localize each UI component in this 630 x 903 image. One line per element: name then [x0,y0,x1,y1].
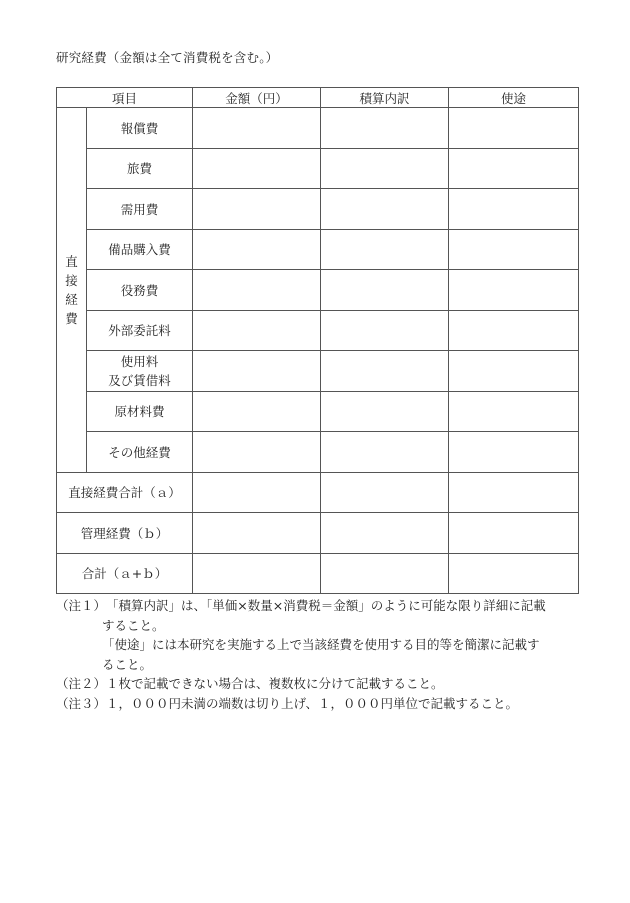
item-label: 旅費 [87,148,193,189]
header-amount: 金額（円） [193,88,321,108]
purpose-cell[interactable] [449,148,579,189]
notes-section [56,596,586,713]
group-char: 接 [65,272,78,288]
total-label: 合計（ａ+ｂ） [57,553,193,594]
item-label-line1: 使用料 [120,353,159,369]
purpose-cell[interactable] [449,310,579,351]
table-row [57,351,579,392]
note-1-cont: すること。 [102,617,165,633]
item-label: 報償費 [87,108,193,149]
purpose-cell[interactable] [449,553,579,594]
item-label: 役務費 [87,270,193,311]
note-2 [56,674,586,694]
budget-table [56,87,579,594]
item-label: 原材料費 [87,391,193,432]
total-row-direct [57,472,579,513]
note-text: 「積算内訳」は、「単価×数量×消費税＝金額」のように可能な限り詳細に記載 [106,598,546,613]
purpose-cell[interactable] [449,108,579,149]
amount-cell[interactable] [193,432,321,473]
total-label: 直接経費合計（ａ） [57,472,193,513]
note-text: １枚で記載できない場合は、複数枚に分けて記載すること。 [106,676,444,691]
note-1 [56,596,586,616]
amount-cell[interactable] [193,351,321,392]
purpose-cell[interactable] [449,472,579,513]
breakdown-cell[interactable] [321,148,449,189]
purpose-cell[interactable] [449,351,579,392]
breakdown-cell[interactable] [321,513,449,554]
note-text: １，０００円未満の端数は切り上げ、１，０００円単位で記載すること。 [106,695,519,711]
item-label [87,351,193,392]
amount-cell[interactable] [193,229,321,270]
item-label: 需用費 [87,189,193,230]
group-char: 費 [65,310,78,326]
purpose-cell[interactable] [449,270,579,311]
amount-cell[interactable] [193,270,321,311]
breakdown-cell[interactable] [321,108,449,149]
breakdown-cell[interactable] [321,553,449,594]
note-3 [56,694,586,714]
table-row [57,391,579,432]
amount-cell[interactable] [193,108,321,149]
breakdown-cell[interactable] [321,472,449,513]
amount-cell[interactable] [193,553,321,594]
amount-cell[interactable] [193,189,321,230]
header-purpose: 使途 [449,88,579,108]
direct-cost-group-label [57,108,87,473]
purpose-cell[interactable] [449,391,579,432]
breakdown-cell[interactable] [321,229,449,270]
breakdown-cell[interactable] [321,310,449,351]
purpose-cell[interactable] [449,189,579,230]
table-row [57,310,579,351]
item-label: 備品購入費 [87,229,193,270]
purpose-cell[interactable] [449,513,579,554]
amount-cell[interactable] [193,472,321,513]
amount-cell[interactable] [193,391,321,432]
note-1-cont: ること。 [102,656,153,672]
item-label-line2: 及び賃借料 [108,372,171,388]
breakdown-cell[interactable] [321,351,449,392]
purpose-cell[interactable] [449,432,579,473]
table-row [57,432,579,473]
table-row [57,148,579,189]
breakdown-cell[interactable] [321,391,449,432]
breakdown-cell[interactable] [321,432,449,473]
table-row [57,189,579,230]
total-row-management [57,513,579,554]
breakdown-cell[interactable] [321,189,449,230]
form-title: 研究経費（金額は全て消費税を含む。） [56,50,279,65]
breakdown-cell[interactable] [321,270,449,311]
item-label: 外部委託料 [87,310,193,351]
table-row [57,270,579,311]
note-label: （注１） [56,598,107,613]
amount-cell[interactable] [193,148,321,189]
table-row [57,229,579,270]
table-row [57,108,579,149]
table-header-row [57,88,579,108]
purpose-cell[interactable] [449,229,579,270]
group-char: 経 [65,291,78,307]
amount-cell[interactable] [193,310,321,351]
group-char: 直 [65,253,78,269]
note-1-cont: 「使途」には本研究を実施する上で当該経費を使用する目的等を簡潔に記載す [102,637,540,652]
note-label: （注２） [56,676,107,691]
total-row-grand [57,553,579,594]
amount-cell[interactable] [193,513,321,554]
header-breakdown: 積算内訳 [321,88,449,108]
note-label: （注３） [56,695,107,711]
item-label: その他経費 [87,432,193,473]
header-item: 項目 [57,88,193,108]
total-label: 管理経費（ｂ） [57,513,193,554]
